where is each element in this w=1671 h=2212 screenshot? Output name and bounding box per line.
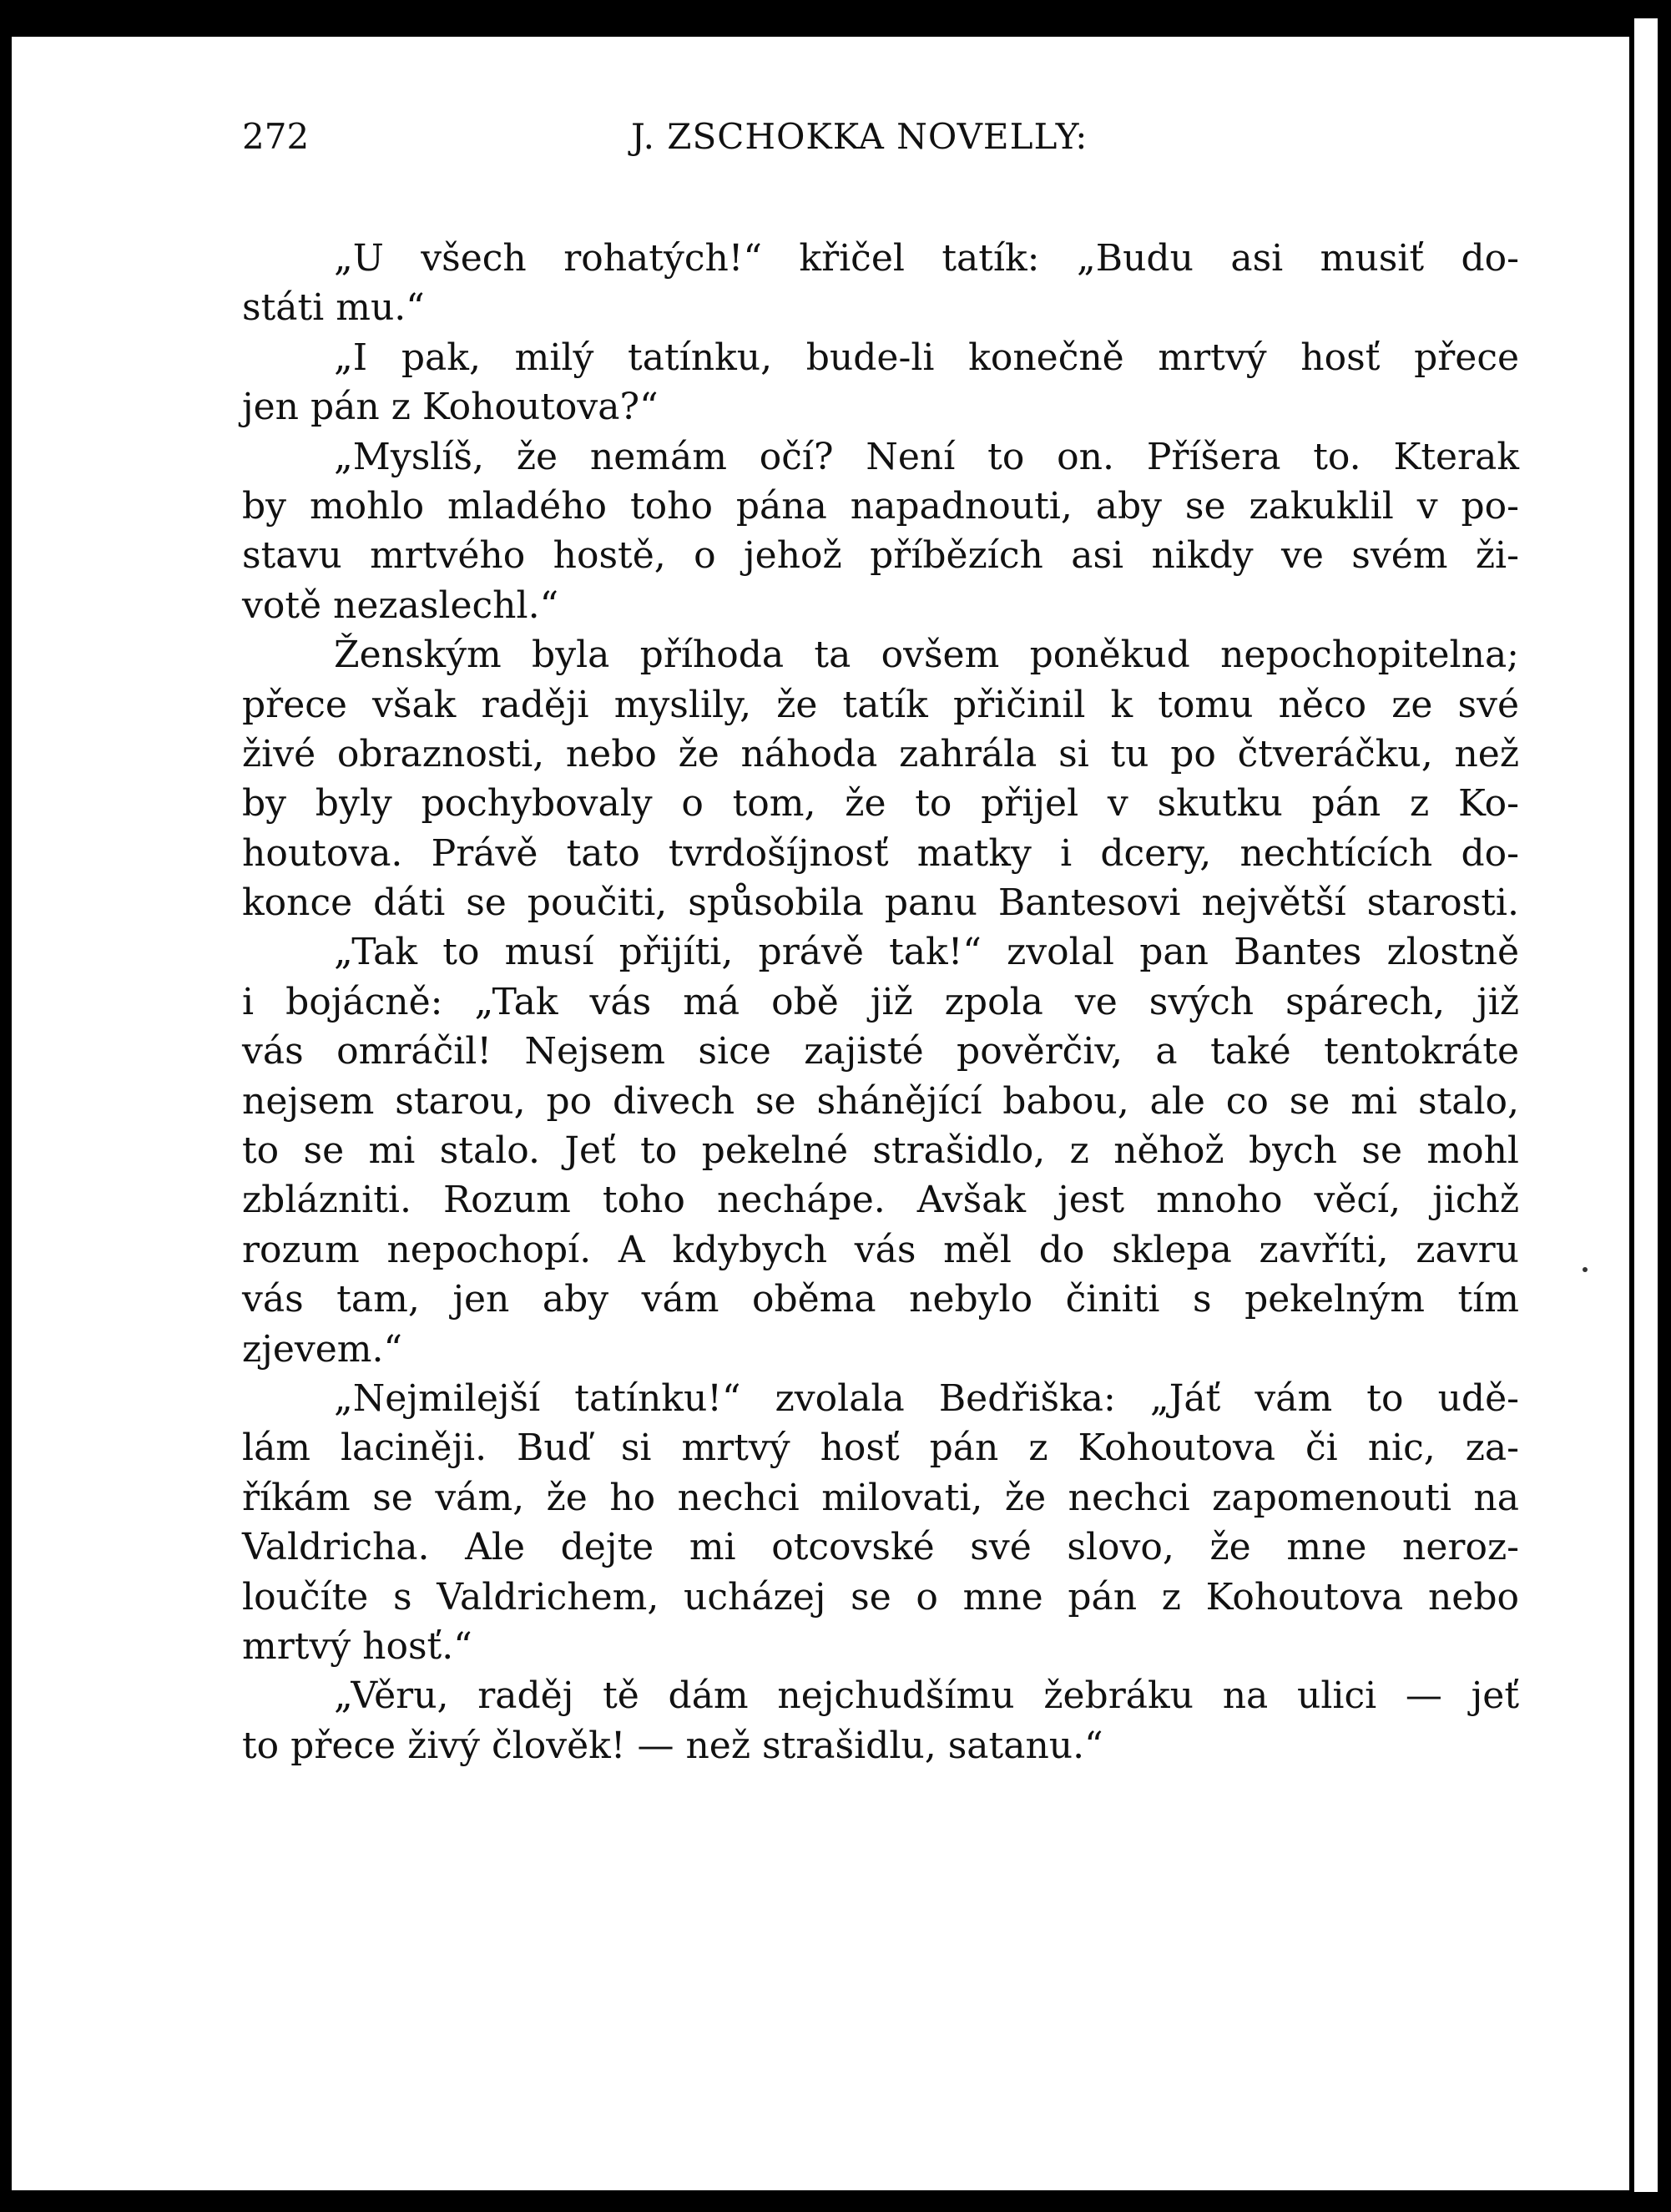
text-line: to přece živý člověk! — než strašidlu, satanu.“ (242, 1724, 1103, 1767)
text-line: konce dáti se poučiti, spůsobila panu Bantesovi největší starosti. (242, 881, 1519, 925)
scan-edge-strip (1634, 18, 1658, 2192)
text-line: „Myslíš, že nemám očí? Není to on. Příšera to. Kterak (334, 435, 1519, 478)
text-line: říkám se vám, že ho nechci milovati, že nechci zapomenouti na (242, 1476, 1519, 1519)
running-title: J. ZSCHOKKA NOVELLY: (631, 116, 1088, 157)
text-line: „Nejmilejší tatínku!“ zvolala Bedřiška: „Jáť vám to udě- (334, 1376, 1519, 1420)
text-line: přece však raději myslily, že tatík přičinil k tomu něco ze své (242, 683, 1519, 726)
text-line: zjevem.“ (242, 1327, 402, 1371)
text-line: votě nezaslechl.“ (242, 583, 559, 627)
text-line: vás tam, jen aby vám oběma nebylo činiti s pekelným tím (242, 1278, 1519, 1321)
text-line: houtova. Právě tato tvrdošíjnosť matky i dcery, nechtících do- (242, 831, 1519, 875)
text-line: rozum nepochopí. A kdybych vás měl do sklepa zavříti, zavru (242, 1228, 1519, 1271)
text-line: „Tak to musí přijíti, právě tak!“ zvolal pan Bantes zlostně (334, 931, 1519, 974)
text-line: zblázniti. Rozum toho nechápe. Avšak jest mnoho věcí, jichž (242, 1179, 1519, 1222)
text-line: stavu mrtvého hostě, o jehož příbězích asi nikdy ve svém ži- (242, 534, 1519, 578)
text-line: mrtvý hosť.“ (242, 1624, 472, 1668)
text-line: by byly pochybovaly o tom, že to přijel v skutku pán z Ko- (242, 782, 1519, 826)
text-line: lám laciněji. Buď si mrtvý hosť pán z Kohoutova či nic, za- (242, 1427, 1519, 1470)
text-line: Ženským byla příhoda ta ovšem poněkud nepochopitelna; (334, 634, 1519, 677)
text-line: vás omráčil! Nejsem sice zajisté pověrčiv, a také tentokráte (242, 1030, 1519, 1073)
text-line: nejsem starou, po divech se shánějící babou, ale co se mi stalo, (242, 1079, 1519, 1123)
text-line: „U všech rohatých!“ křičel tatík: „Budu asi musiť do- (334, 237, 1519, 280)
text-line: státi mu.“ (242, 286, 425, 330)
text-line: „I pak, milý tatínku, bude-li konečně mrtvý hosť přece (334, 336, 1519, 379)
text-line: by mohlo mladého toho pána napadnouti, aby se zakuklil v po- (242, 484, 1519, 528)
text-line: „Věru, raděj tě dám nejchudšímu žebráku na ulici — jeť (334, 1674, 1519, 1718)
text-line: loučíte s Valdrichem, ucházej se o mne pán z Kohoutova nebo (242, 1575, 1519, 1619)
text-line: Valdricha. Ale dejte mi otcovské své slovo, že mne neroz- (242, 1526, 1519, 1569)
page-header (230, 104, 1532, 170)
text-line: jen pán z Kohoutova?“ (242, 386, 659, 429)
scan-speck (1583, 1267, 1588, 1272)
text-line: i bojácně: „Tak vás má obě již zpola ve svých spárech, již (242, 980, 1519, 1023)
text-line: živé obraznosti, nebo že náhoda zahrála si tu po čtveráčku, než (242, 732, 1519, 775)
body-text (242, 234, 1519, 1770)
text-line: to se mi stalo. Jeť to pekelné strašidlo, z něhož bych se mohl (242, 1129, 1519, 1173)
page-number: 272 (242, 116, 310, 157)
